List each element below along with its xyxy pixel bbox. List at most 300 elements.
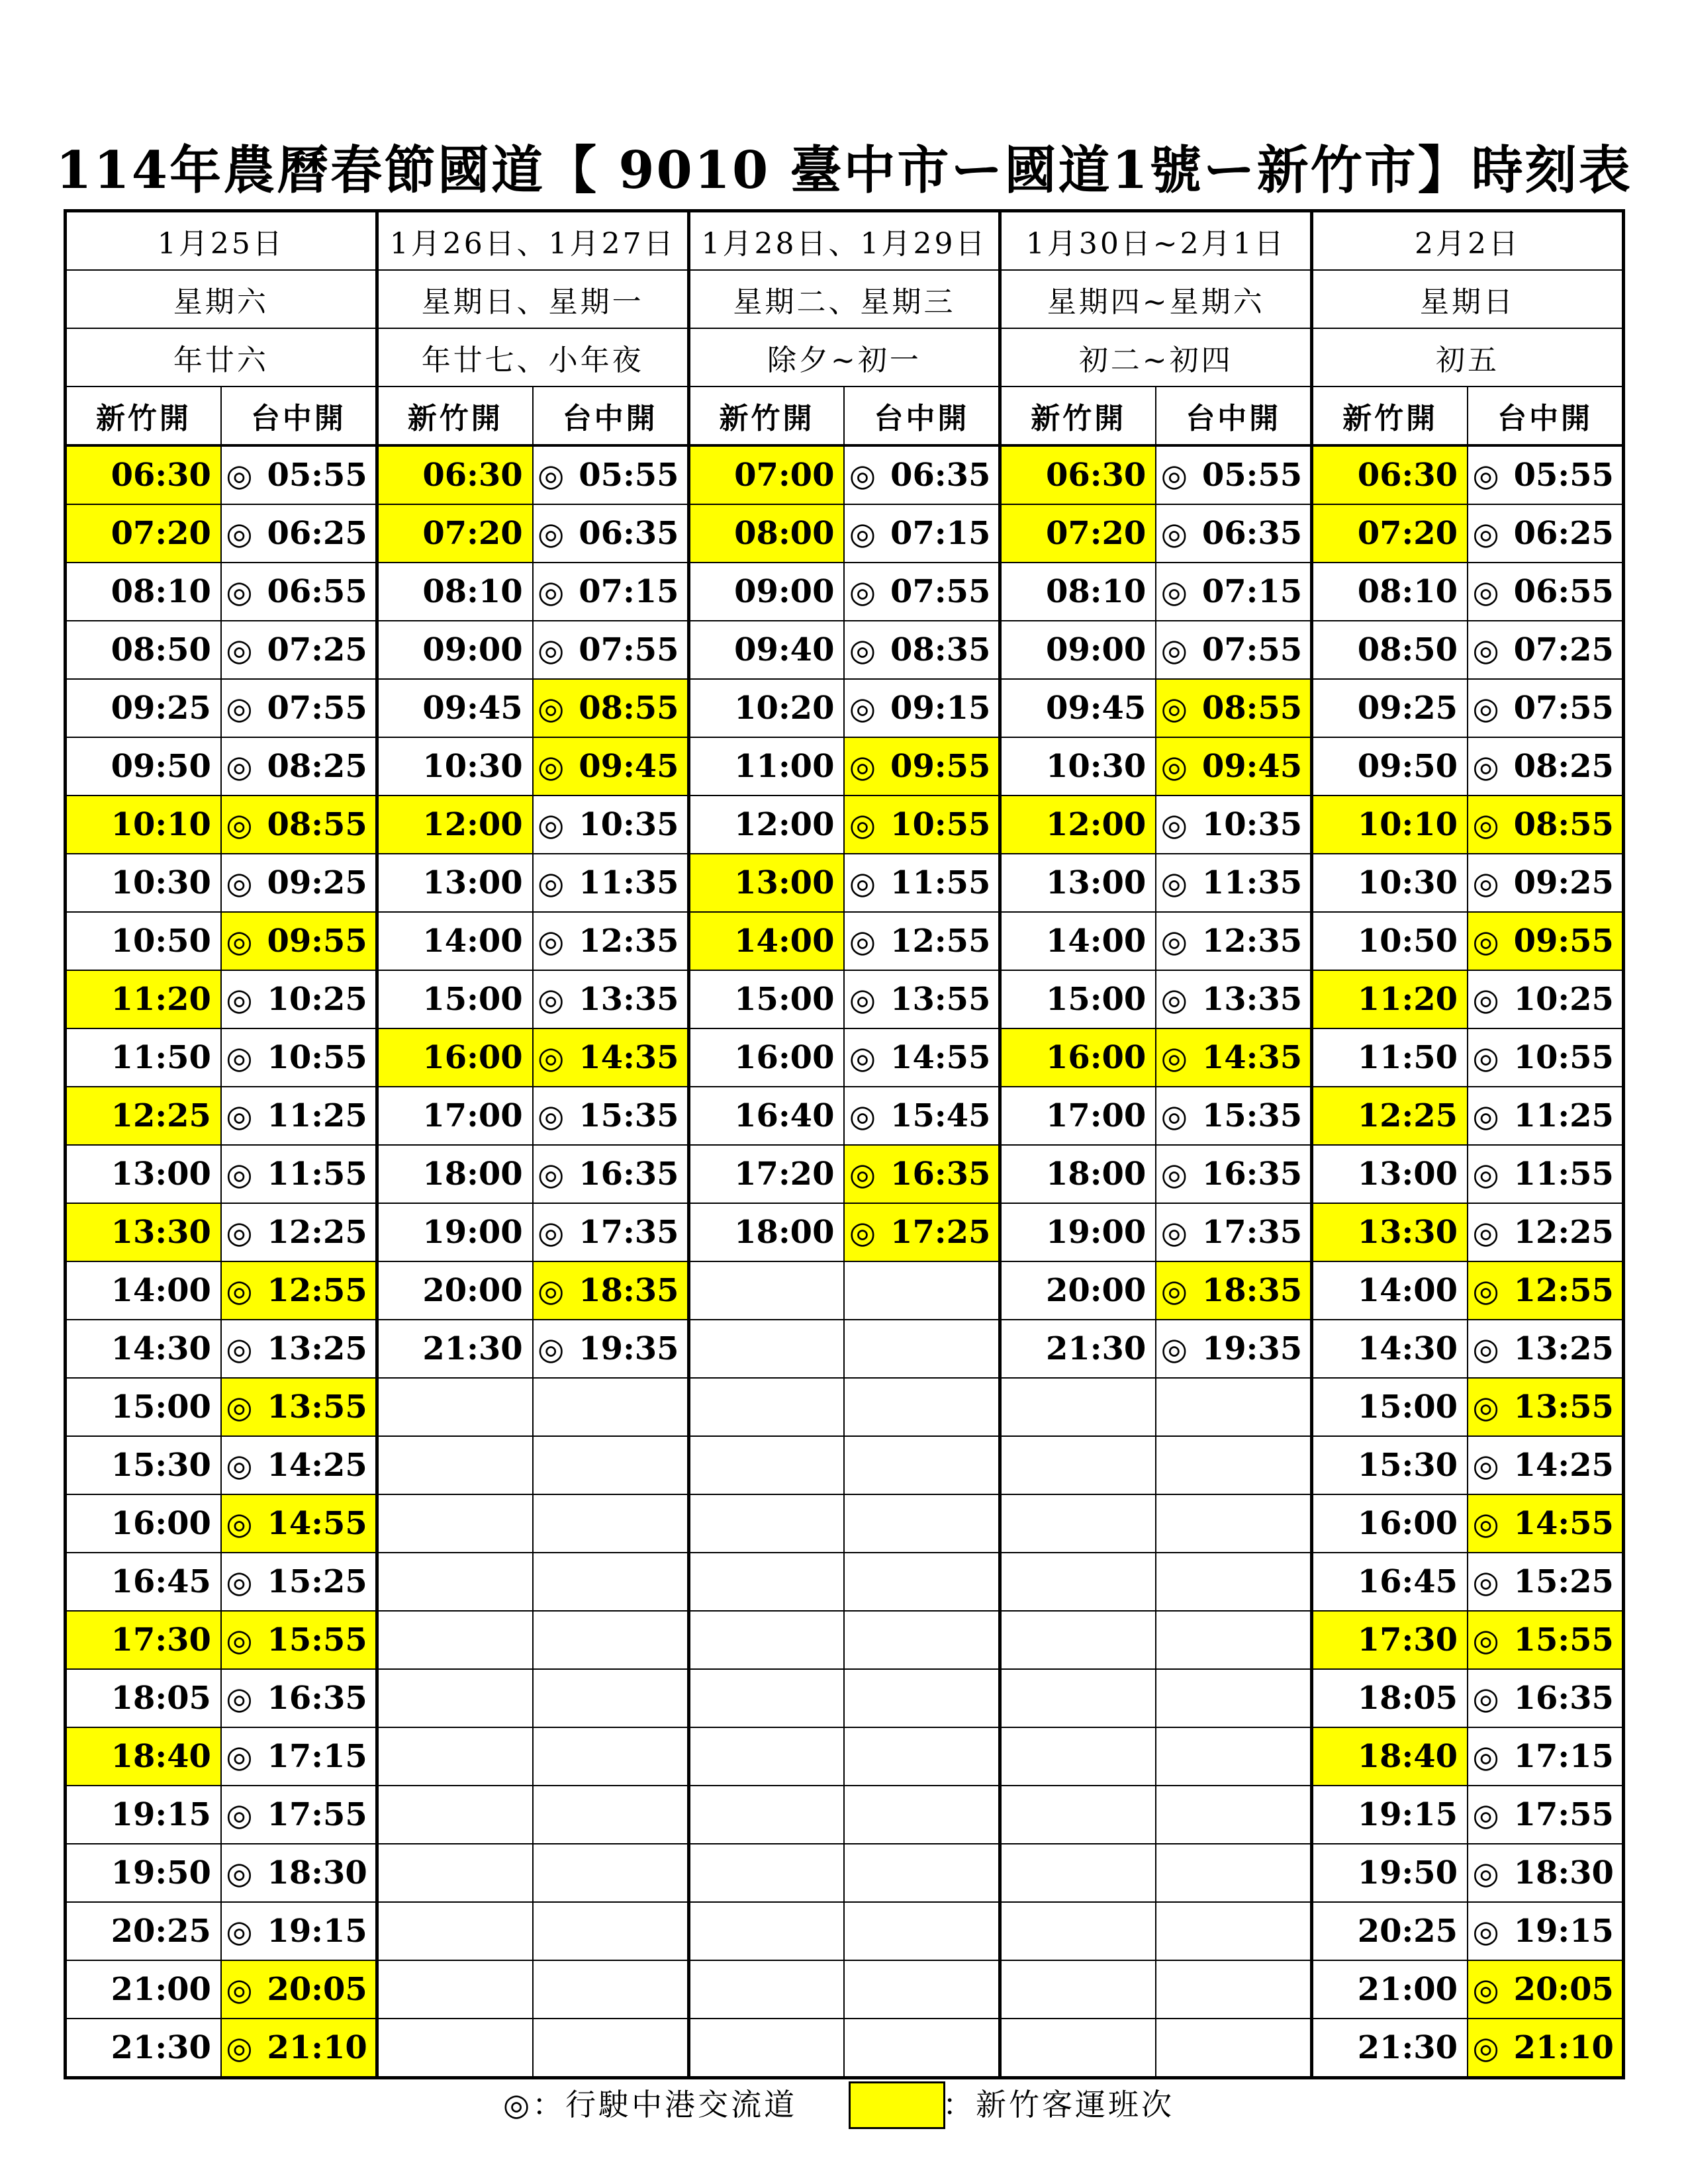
time-text: 06:35 — [579, 515, 679, 552]
hsinchu-departure-time: 15:30 — [66, 1436, 221, 1494]
group-weekday-header: 星期日 — [1312, 270, 1624, 328]
time-text: 19:35 — [579, 1330, 679, 1367]
time-text: 05:55 — [1513, 457, 1614, 494]
taichung-departure-time — [533, 1261, 688, 1320]
time-text: 09:25 — [1513, 864, 1614, 901]
interchange-marker-icon: ◎ — [1160, 1214, 1188, 1250]
hsinchu-departure-time: 16:00 — [66, 1494, 221, 1553]
table-row — [66, 1203, 1624, 1261]
taichung-departure-time — [1156, 563, 1311, 621]
interchange-marker-icon: ◎ — [226, 1972, 253, 2007]
interchange-marker-icon: ◎ — [1160, 923, 1188, 959]
taichung-departure-time — [221, 912, 377, 970]
interchange-marker-icon: ◎ — [226, 807, 253, 842]
taichung-departure-time — [221, 1727, 377, 1786]
interchange-marker-icon: ◎ — [226, 1331, 253, 1367]
hsinchu-departure-time: 13:00 — [688, 854, 844, 912]
group-date-header: 1月25日 — [66, 211, 377, 271]
interchange-marker-icon: ◎ — [1472, 1273, 1499, 1308]
interchange-marker-icon: ◎ — [1472, 1214, 1499, 1250]
group-date-header: 1月26日、1月27日 — [377, 211, 688, 271]
taichung-departure-time — [1468, 1786, 1623, 1844]
empty-cell — [377, 1786, 532, 1844]
hsinchu-departure-time: 19:15 — [66, 1786, 221, 1844]
taichung-departure-time — [844, 854, 1000, 912]
hsinchu-departure-time: 07:00 — [688, 445, 844, 504]
taichung-departure-time — [844, 445, 1000, 504]
taichung-departure-time — [533, 737, 688, 796]
table-row — [66, 563, 1624, 621]
group-lunar-header: 除夕~初一 — [688, 328, 1000, 387]
hsinchu-departure-time: 10:50 — [1312, 912, 1468, 970]
taichung-departure-time — [1468, 1494, 1623, 1553]
interchange-marker-icon: ◎ — [1472, 1156, 1499, 1192]
time-text: 21:10 — [1513, 2029, 1614, 2066]
table-row — [66, 1145, 1624, 1203]
empty-cell — [533, 1844, 688, 1902]
taichung-departure-header: 台中開 — [844, 387, 1000, 445]
empty-cell — [1000, 1786, 1156, 1844]
taichung-departure-time — [1468, 1611, 1623, 1669]
hsinchu-departure-time: 09:00 — [1000, 621, 1156, 679]
interchange-marker-icon: ◎ — [226, 1156, 253, 1192]
hsinchu-departure-time: 15:00 — [66, 1378, 221, 1436]
time-text: 18:30 — [1513, 1854, 1614, 1891]
hsinchu-departure-time: 21:30 — [377, 1320, 532, 1378]
taichung-departure-time — [1468, 621, 1623, 679]
empty-cell — [1000, 1378, 1156, 1436]
hsinchu-departure-time: 09:00 — [688, 563, 844, 621]
hsinchu-departure-time: 19:50 — [1312, 1844, 1468, 1902]
interchange-marker-icon: ◎ — [538, 1040, 565, 1075]
taichung-departure-time — [1156, 854, 1311, 912]
group-weekday-header: 星期六 — [66, 270, 377, 328]
empty-cell — [688, 1378, 844, 1436]
table-row — [66, 1611, 1624, 1669]
time-text: 07:55 — [1201, 631, 1303, 668]
empty-cell — [1156, 1669, 1311, 1727]
interchange-marker-icon: ◎ — [1472, 923, 1499, 959]
taichung-departure-time — [221, 445, 377, 504]
empty-cell — [844, 1378, 1000, 1436]
page-title: 114年農曆春節國道【 9010 臺中市ー國道1號ー新竹市】時刻表 — [56, 140, 1632, 201]
hsinchu-departure-time: 10:10 — [66, 796, 221, 854]
interchange-marker-icon: ◎ — [226, 1855, 253, 1891]
empty-cell — [844, 1261, 1000, 1320]
taichung-departure-time — [1468, 1902, 1623, 1960]
empty-cell — [1000, 1553, 1156, 1611]
taichung-departure-time — [1468, 504, 1623, 563]
interchange-marker-icon: ◎ — [226, 1739, 253, 1774]
time-text: 11:25 — [1513, 1097, 1614, 1134]
time-text: 09:15 — [890, 690, 991, 727]
empty-cell — [533, 1378, 688, 1436]
table-row — [66, 737, 1624, 796]
interchange-marker-icon: ◎ — [849, 690, 876, 726]
time-text: 11:55 — [1513, 1156, 1614, 1193]
hsinchu-departure-time: 12:00 — [377, 796, 532, 854]
interchange-marker-icon: ◎ — [226, 690, 253, 726]
time-text: 08:55 — [267, 806, 367, 843]
taichung-departure-header: 台中開 — [1156, 387, 1311, 445]
interchange-marker-icon: ◎ — [226, 574, 253, 610]
time-text: 10:55 — [267, 1039, 367, 1076]
empty-cell — [688, 2019, 844, 2078]
taichung-departure-time — [1468, 2019, 1623, 2078]
interchange-marker-icon: ◎ — [1472, 516, 1499, 551]
interchange-marker-icon: ◎ — [226, 1506, 253, 1541]
interchange-marker-icon: ◎ — [849, 1156, 876, 1192]
taichung-departure-time — [1156, 970, 1311, 1028]
table-row — [66, 1786, 1624, 1844]
hsinchu-departure-time: 08:10 — [66, 563, 221, 621]
time-text: 16:35 — [267, 1680, 367, 1717]
taichung-departure-time — [221, 1261, 377, 1320]
interchange-marker-icon: ◎ — [1472, 1913, 1499, 1949]
hsinchu-departure-time: 19:50 — [66, 1844, 221, 1902]
taichung-departure-time — [844, 1203, 1000, 1261]
empty-cell — [844, 1786, 1000, 1844]
time-text: 17:35 — [579, 1214, 679, 1251]
interchange-marker-icon: ◎ — [226, 1564, 253, 1600]
empty-cell — [533, 1727, 688, 1786]
hsinchu-departure-time: 18:05 — [66, 1669, 221, 1727]
time-text: 10:55 — [1513, 1039, 1614, 1076]
time-text: 14:55 — [890, 1039, 991, 1076]
time-text: 11:55 — [890, 864, 991, 901]
hsinchu-departure-time: 14:30 — [1312, 1320, 1468, 1378]
empty-cell — [1000, 1960, 1156, 2019]
interchange-marker-icon: ◎ — [1160, 516, 1188, 551]
time-text: 13:35 — [1201, 981, 1303, 1018]
hsinchu-departure-time: 11:20 — [66, 970, 221, 1028]
hsinchu-departure-time: 14:00 — [688, 912, 844, 970]
empty-cell — [844, 1844, 1000, 1902]
time-text: 15:35 — [1201, 1097, 1303, 1134]
empty-cell — [533, 2019, 688, 2078]
time-text: 08:25 — [1513, 748, 1614, 785]
taichung-departure-time — [1468, 1028, 1623, 1087]
group-date-header: 1月30日~2月1日 — [1000, 211, 1312, 271]
hsinchu-departure-time: 10:30 — [1312, 854, 1468, 912]
empty-cell — [377, 1553, 532, 1611]
taichung-departure-time — [533, 854, 688, 912]
taichung-departure-time — [533, 1145, 688, 1203]
interchange-marker-icon: ◎ — [1472, 1040, 1499, 1075]
empty-cell — [688, 1786, 844, 1844]
hsinchu-departure-header: 新竹開 — [1312, 387, 1468, 445]
hsinchu-departure-time: 09:45 — [1000, 679, 1156, 737]
taichung-departure-time — [1468, 1727, 1623, 1786]
time-text: 13:55 — [267, 1388, 367, 1426]
empty-cell — [844, 1669, 1000, 1727]
empty-cell — [688, 1611, 844, 1669]
header-row-lunar — [66, 328, 1624, 387]
interchange-marker-icon: ◎ — [226, 1680, 253, 1716]
empty-cell — [844, 1611, 1000, 1669]
time-text: 14:55 — [267, 1505, 367, 1542]
hsinchu-departure-time: 10:30 — [377, 737, 532, 796]
hsinchu-departure-time: 16:00 — [688, 1028, 844, 1087]
hsinchu-departure-time: 11:50 — [66, 1028, 221, 1087]
time-text: 11:55 — [267, 1156, 367, 1193]
taichung-departure-time — [844, 912, 1000, 970]
taichung-departure-time — [1156, 737, 1311, 796]
hsinchu-departure-time: 18:40 — [66, 1727, 221, 1786]
group-date-header: 2月2日 — [1312, 211, 1624, 271]
hsinchu-departure-time: 18:00 — [377, 1145, 532, 1203]
interchange-marker-icon: ◎ — [1472, 1447, 1499, 1483]
empty-cell — [377, 1378, 532, 1436]
hsinchu-departure-time: 17:00 — [1000, 1087, 1156, 1145]
taichung-departure-time — [844, 796, 1000, 854]
empty-cell — [1156, 1611, 1311, 1669]
hsinchu-departure-header: 新竹開 — [66, 387, 221, 445]
hsinchu-departure-time: 19:00 — [1000, 1203, 1156, 1261]
empty-cell — [1000, 1669, 1156, 1727]
empty-cell — [1000, 1727, 1156, 1786]
hsinchu-departure-time: 15:00 — [1312, 1378, 1468, 1436]
time-text: 12:25 — [267, 1214, 367, 1251]
interchange-marker-icon: ◎ — [226, 457, 253, 493]
taichung-departure-time — [1468, 1553, 1623, 1611]
hsinchu-departure-time: 06:30 — [66, 445, 221, 504]
group-lunar-header: 初五 — [1312, 328, 1624, 387]
interchange-marker-icon: ◎ — [538, 516, 565, 551]
interchange-marker-icon: ◎ — [1160, 807, 1188, 842]
interchange-marker-icon: ◎ — [849, 632, 876, 668]
interchange-marker-icon: ◎ — [1160, 981, 1188, 1017]
taichung-departure-time — [1468, 1320, 1623, 1378]
group-lunar-header: 初二~初四 — [1000, 328, 1312, 387]
taichung-departure-time — [1156, 504, 1311, 563]
time-text: 09:55 — [267, 923, 367, 960]
empty-cell — [533, 1553, 688, 1611]
taichung-departure-time — [1468, 737, 1623, 796]
taichung-departure-time — [1468, 912, 1623, 970]
empty-cell — [533, 1960, 688, 2019]
taichung-departure-time — [844, 737, 1000, 796]
time-text: 19:15 — [267, 1913, 367, 1950]
interchange-marker-icon: ◎ — [849, 1040, 876, 1075]
interchange-marker-icon: ◎ — [226, 1447, 253, 1483]
taichung-departure-time — [1468, 1436, 1623, 1494]
time-text: 10:35 — [579, 806, 679, 843]
group-weekday-header: 星期二、星期三 — [688, 270, 1000, 328]
empty-cell — [688, 1727, 844, 1786]
time-text: 18:35 — [579, 1272, 679, 1309]
interchange-marker-icon: ◎ — [538, 1214, 565, 1250]
interchange-marker-icon: ◎ — [849, 516, 876, 551]
time-text: 14:25 — [1513, 1447, 1614, 1484]
hsinchu-departure-time: 12:00 — [688, 796, 844, 854]
taichung-departure-time — [1468, 1378, 1623, 1436]
empty-cell — [688, 1436, 844, 1494]
legend-highlight-swatch — [849, 2081, 945, 2129]
hsinchu-departure-time: 08:10 — [1000, 563, 1156, 621]
time-text: 13:55 — [890, 981, 991, 1018]
taichung-departure-time — [844, 563, 1000, 621]
empty-cell — [1156, 2019, 1311, 2078]
time-text: 11:35 — [579, 864, 679, 901]
taichung-departure-time — [221, 737, 377, 796]
interchange-marker-icon: ◎ — [1472, 1622, 1499, 1658]
table-row — [66, 1902, 1624, 1960]
hsinchu-departure-time: 09:25 — [1312, 679, 1468, 737]
hsinchu-departure-time: 14:00 — [1312, 1261, 1468, 1320]
table-row — [66, 1087, 1624, 1145]
group-date-header: 1月28日、1月29日 — [688, 211, 1000, 271]
empty-cell — [377, 1844, 532, 1902]
interchange-marker-icon: ◎ — [849, 807, 876, 842]
time-text: 06:55 — [1513, 573, 1614, 610]
interchange-marker-icon: ◎ — [1160, 1156, 1188, 1192]
hsinchu-departure-time: 20:25 — [1312, 1902, 1468, 1960]
taichung-departure-time — [221, 1553, 377, 1611]
taichung-departure-time — [844, 504, 1000, 563]
interchange-marker-icon: ◎ — [226, 2030, 253, 2066]
time-text: 12:55 — [890, 923, 991, 960]
interchange-marker-icon: ◎ — [538, 457, 565, 493]
interchange-marker-icon: ◎ — [538, 1331, 565, 1367]
taichung-departure-time — [221, 1378, 377, 1436]
interchange-marker-icon: ◎ — [1472, 1680, 1499, 1716]
taichung-departure-time — [221, 1669, 377, 1727]
interchange-marker-icon: ◎ — [538, 923, 565, 959]
hsinchu-departure-time: 21:00 — [66, 1960, 221, 2019]
empty-cell — [1156, 1436, 1311, 1494]
interchange-marker-icon: ◎ — [1472, 865, 1499, 901]
table-row — [66, 2019, 1624, 2078]
timetable-body — [66, 211, 1624, 2078]
empty-cell — [377, 1436, 532, 1494]
taichung-departure-time — [221, 796, 377, 854]
empty-cell — [1156, 1553, 1311, 1611]
hsinchu-departure-time: 13:00 — [66, 1145, 221, 1203]
interchange-marker-icon: ◎ — [849, 1214, 876, 1250]
hsinchu-departure-time: 08:10 — [377, 563, 532, 621]
table-row — [66, 1669, 1624, 1727]
taichung-departure-time — [221, 1611, 377, 1669]
time-text: 19:35 — [1201, 1330, 1303, 1367]
time-text: 14:25 — [267, 1447, 367, 1484]
interchange-marker-icon: ◎ — [226, 981, 253, 1017]
interchange-marker-icon: ◎ — [1472, 981, 1499, 1017]
time-text: 10:25 — [267, 981, 367, 1018]
time-text: 14:55 — [1513, 1505, 1614, 1542]
hsinchu-departure-time: 11:50 — [1312, 1028, 1468, 1087]
taichung-departure-time — [221, 1960, 377, 2019]
time-text: 07:55 — [267, 690, 367, 727]
taichung-departure-time — [221, 1203, 377, 1261]
interchange-marker-icon: ◎ — [538, 1098, 565, 1134]
interchange-marker-icon: ◎ — [1160, 1040, 1188, 1075]
taichung-departure-time — [1468, 1087, 1623, 1145]
empty-cell — [377, 1960, 532, 2019]
interchange-marker-icon: ◎ — [1472, 1506, 1499, 1541]
time-text: 15:55 — [267, 1621, 367, 1659]
taichung-departure-time — [221, 563, 377, 621]
hsinchu-departure-time: 17:20 — [688, 1145, 844, 1203]
interchange-marker-icon: ◎ — [1472, 749, 1499, 784]
taichung-departure-time — [1156, 445, 1311, 504]
interchange-marker-icon: ◎ — [1472, 690, 1499, 726]
taichung-departure-time — [221, 1320, 377, 1378]
hsinchu-departure-time: 12:00 — [1000, 796, 1156, 854]
interchange-marker-icon: ◎ — [1160, 690, 1188, 726]
taichung-departure-time — [1156, 1261, 1311, 1320]
interchange-marker-icon: ◎ — [1160, 865, 1188, 901]
group-lunar-header: 年廿七、小年夜 — [377, 328, 688, 387]
table-row — [66, 1028, 1624, 1087]
interchange-marker-icon: ◎ — [538, 865, 565, 901]
time-text: 15:55 — [1513, 1621, 1614, 1659]
interchange-marker-icon: ◎ — [226, 1797, 253, 1833]
hsinchu-departure-time: 14:00 — [66, 1261, 221, 1320]
taichung-departure-time — [221, 2019, 377, 2078]
timetable — [64, 209, 1625, 2079]
hsinchu-departure-time: 14:00 — [377, 912, 532, 970]
time-text: 13:25 — [1513, 1330, 1614, 1367]
taichung-departure-time — [844, 970, 1000, 1028]
taichung-departure-time — [533, 912, 688, 970]
hsinchu-departure-time: 14:30 — [66, 1320, 221, 1378]
time-text: 16:35 — [1201, 1156, 1303, 1193]
empty-cell — [688, 1960, 844, 2019]
hsinchu-departure-time: 08:50 — [66, 621, 221, 679]
taichung-departure-time — [533, 445, 688, 504]
interchange-marker-icon: ◎ — [538, 807, 565, 842]
taichung-departure-time — [844, 1028, 1000, 1087]
interchange-marker-icon: ◎ — [849, 574, 876, 610]
interchange-marker-icon: ◎ — [1160, 1331, 1188, 1367]
table-row — [66, 1960, 1624, 2019]
table-row — [66, 1844, 1624, 1902]
time-text: 20:05 — [267, 1971, 367, 2008]
table-row — [66, 1727, 1624, 1786]
time-text: 07:55 — [890, 573, 991, 610]
hsinchu-departure-time: 17:30 — [1312, 1611, 1468, 1669]
table-row — [66, 679, 1624, 737]
time-text: 09:55 — [890, 748, 991, 785]
time-text: 05:55 — [579, 457, 679, 494]
legend-marker-note: ◎：行駛中港交流道 — [503, 2087, 798, 2122]
interchange-marker-icon: ◎ — [226, 1273, 253, 1308]
hsinchu-departure-time: 19:00 — [377, 1203, 532, 1261]
taichung-departure-time — [221, 1494, 377, 1553]
empty-cell — [688, 1320, 844, 1378]
taichung-departure-time — [221, 504, 377, 563]
time-text: 07:55 — [1513, 690, 1614, 727]
time-text: 09:25 — [267, 864, 367, 901]
empty-cell — [1156, 1727, 1311, 1786]
empty-cell — [1000, 1611, 1156, 1669]
taichung-departure-time — [221, 679, 377, 737]
taichung-departure-time — [533, 563, 688, 621]
time-text: 12:35 — [579, 923, 679, 960]
hsinchu-departure-time: 20:00 — [1000, 1261, 1156, 1320]
empty-cell — [844, 1902, 1000, 1960]
time-text: 17:55 — [267, 1796, 367, 1833]
taichung-departure-time — [533, 504, 688, 563]
taichung-departure-time — [1156, 912, 1311, 970]
hsinchu-departure-time: 09:50 — [66, 737, 221, 796]
taichung-departure-time — [1156, 621, 1311, 679]
taichung-departure-time — [1468, 679, 1623, 737]
hsinchu-departure-time: 21:30 — [1312, 2019, 1468, 2078]
hsinchu-departure-time: 07:20 — [377, 504, 532, 563]
time-text: 07:15 — [579, 573, 679, 610]
